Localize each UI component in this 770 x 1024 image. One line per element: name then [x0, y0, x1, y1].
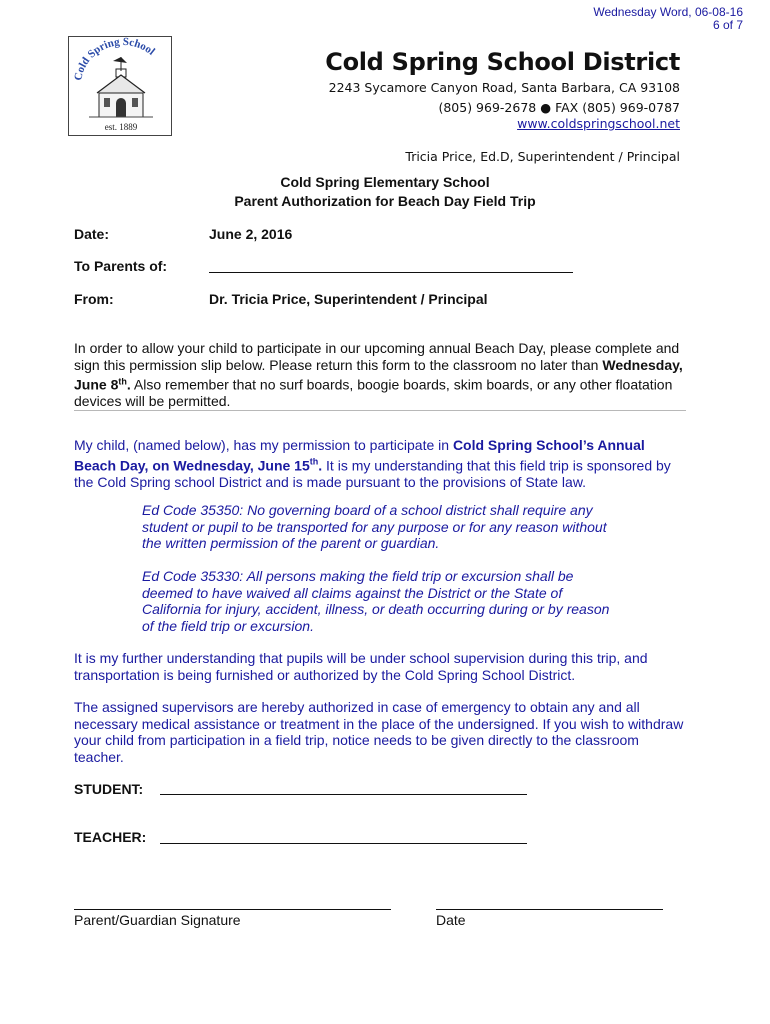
intro-text-2: Also remember that no surf boards, boogie boards, skim boards, or any other floatation devices will be permitted. [74, 376, 673, 410]
date-value: June 2, 2016 [209, 226, 293, 242]
doc-name: Wednesday Word, 06-08-16 [593, 5, 743, 19]
signature-date-line[interactable] [436, 896, 663, 910]
student-label: STUDENT: [74, 781, 144, 797]
date-label: Date: [74, 226, 110, 242]
teacher-label: TEACHER: [74, 829, 147, 845]
ed-code-35330: Ed Code 35330: All persons making the field trip or excursion shall be deemed to have waived all claims against the District or the State of California for injury, accident, illness, or death occurring during or by reason of the field trip or excursion. [142, 568, 610, 634]
intro-deadline-dot: . [126, 376, 131, 393]
intro-paragraph [74, 340, 690, 410]
consent-text-2: It is my understanding that this field trip is sponsored by the Cold Spring school District and is made pursuant to the provisions of State law. [74, 457, 671, 490]
school-name: Cold Spring Elementary School [280, 174, 490, 190]
form-titles [0, 173, 770, 211]
district-superintendent: Tricia Price, Ed.D, Superintendent / Principal [405, 149, 680, 164]
consent-text-1: My child, (named below), has my permission to participate in [74, 437, 453, 453]
intro-deadline: Wednesday, June 8 [74, 356, 683, 393]
medical-paragraph: The assigned supervisors are hereby authorized in case of emergency to obtain any and all necessary medical assistance or treatment in the place of the undersigned. If you wish to withdraw your child from participation in a field trip, notice needs to be given directly to the classroom teacher. [74, 699, 684, 765]
page-header [593, 6, 743, 32]
page-number: 6 of 7 [712, 18, 743, 32]
consent-event-sup: th [309, 456, 319, 467]
signature-date-label: Date [436, 912, 466, 928]
school-logo [68, 36, 172, 136]
consent-event: Cold Spring School’s Annual Beach Day, on Wednesday, June 15 [74, 437, 645, 474]
district-name: Cold Spring School District [325, 48, 680, 76]
district-letterhead [325, 48, 680, 165]
supervision-paragraph: It is my further understanding that pupils will be under school supervision during this trip, and transportation is being furnished or authorized by the Cold Spring School District. [74, 650, 648, 683]
guardian-signature-line[interactable] [74, 896, 391, 910]
district-address: 2243 Sycamore Canyon Road, Santa Barbara, CA 93108 [328, 80, 680, 95]
logo-est: est. 1889 [104, 122, 138, 132]
student-name-line[interactable] [160, 780, 527, 795]
form-title: Parent Authorization for Beach Day Field Trip [234, 193, 536, 209]
intro-text-1: In order to allow your child to participate in our upcoming annual Beach Day, please complete and sign this permission slip below. Please return this form to the classroom no later than [74, 340, 680, 373]
guardian-signature-label: Parent/Guardian Signature [74, 912, 241, 928]
from-label: From: [74, 291, 114, 307]
to-parents-line[interactable] [209, 272, 573, 273]
consent-paragraph [74, 437, 690, 490]
svg-text:Cold Spring School [72, 37, 157, 82]
district-phone-fax: (805) 969-2678 ● FAX (805) 969-0787 [438, 100, 680, 115]
section-divider [74, 410, 686, 411]
teacher-name-line[interactable] [160, 829, 527, 844]
logo-ring-text: Cold Spring School [72, 37, 158, 82]
to-parents-label: To Parents of: [74, 258, 168, 274]
from-value: Dr. Tricia Price, Superintendent / Principal [209, 291, 488, 307]
district-website-link[interactable]: www.coldspringschool.net [517, 116, 680, 131]
ed-code-35350: Ed Code 35350: No governing board of a school district shall require any student or pupil to be transported for any purpose or for any reason without the written permission of the parent or guardian. [142, 502, 607, 551]
intro-deadline-sup: th [118, 376, 127, 386]
consent-event-dot: . [318, 457, 323, 474]
